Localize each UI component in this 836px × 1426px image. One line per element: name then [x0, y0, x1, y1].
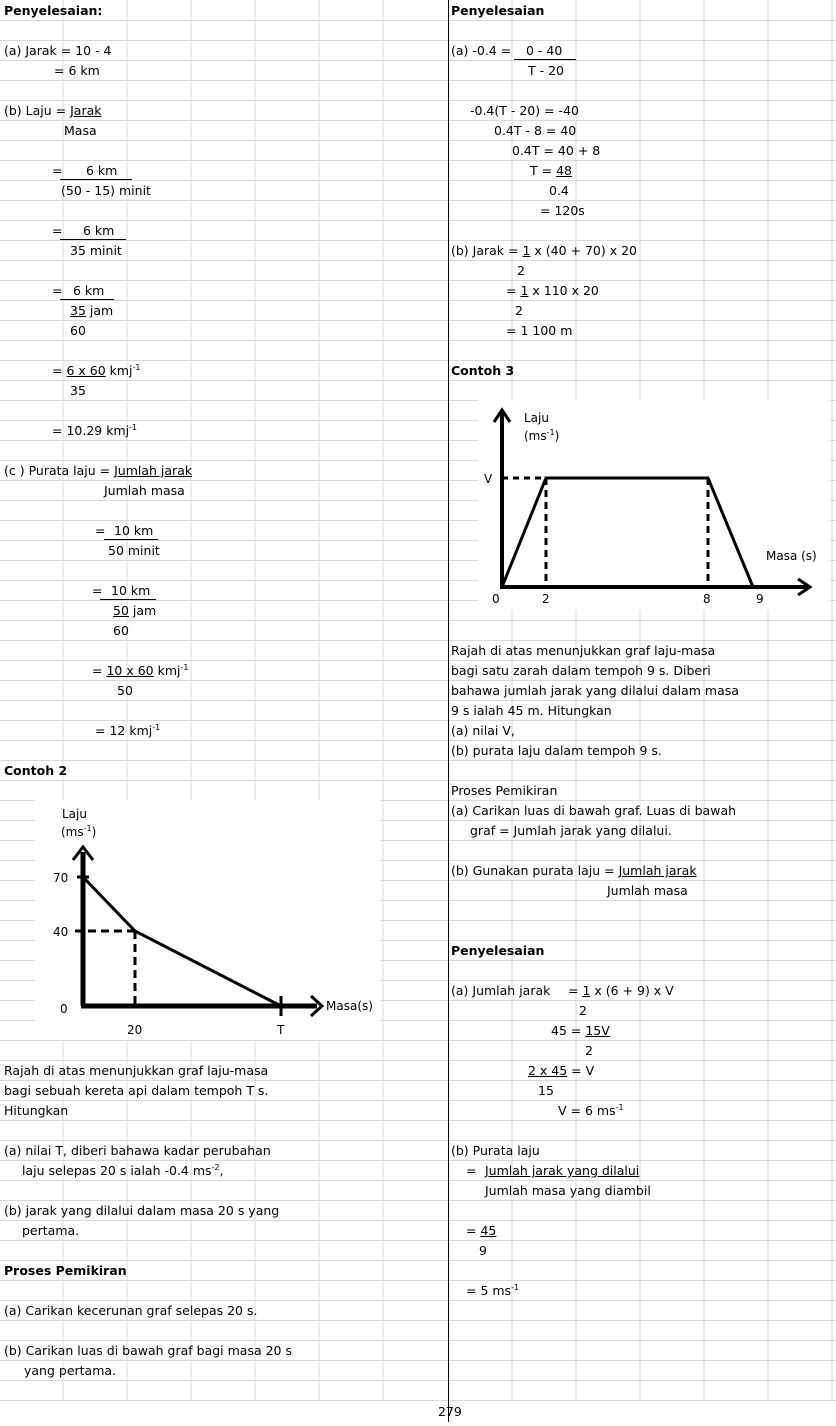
- left-b6-result: = 10.29 kmj$^{-1}$: [52, 422, 138, 438]
- left-c3-denominator: 60: [113, 623, 129, 638]
- graph-y-label-line1: Laju: [524, 411, 549, 425]
- contoh2-speed-time-graph: [35, 800, 380, 1040]
- contoh3-s2: 45 = 15V: [551, 1023, 610, 1038]
- left-a-line1: (a) Jarak = 10 - 4: [4, 43, 112, 58]
- right-b2-denominator: 2: [515, 303, 523, 318]
- left-c5-result: = 12 kmj$^{-1}$: [95, 722, 161, 738]
- left-b4-mid: 35 jam: [70, 303, 114, 318]
- left-c2-numerator: 10 km: [114, 523, 154, 538]
- left-b2-denominator: (50 - 15) minit: [61, 183, 151, 198]
- left-b3-equals: =: [52, 223, 63, 238]
- contoh3-title: Contoh 3: [451, 363, 515, 378]
- contoh3-text-line3: bahawa jumlah jarak yang dilalui dalam masa: [451, 683, 739, 698]
- contoh3-question-a: (a) nilai V,: [451, 723, 515, 738]
- right-a1-denominator: T - 20: [528, 63, 564, 78]
- right-a4: 0.4T = 40 + 8: [512, 143, 601, 158]
- left-c3-mid: 50 jam: [113, 603, 157, 618]
- fraction-bar: [60, 179, 132, 180]
- left-b4-equals: =: [52, 283, 63, 298]
- left-b5-line: = 6 x 60 kmj$^{-1}$: [52, 362, 141, 378]
- left-c-line1: (c ) Purata laju = Jumlah jarak: [4, 463, 193, 478]
- graph-y-label-line2: $(ms^{-1})$: [524, 428, 560, 443]
- contoh3-solution-heading: Penyelesaian: [451, 943, 545, 958]
- contoh3-s1-prefix: (a) Jumlah jarak: [451, 983, 551, 998]
- right-b1-denominator: 2: [517, 263, 525, 278]
- left-c4-line: = 10 x 60 kmj$^{-1}$: [92, 662, 189, 678]
- contoh3-proses-heading: Proses Pemikiran: [451, 783, 558, 798]
- left-b4-numerator: 6 km: [73, 283, 105, 298]
- right-a6: = 120s: [540, 203, 585, 218]
- graph-x-label: Masa (s): [766, 549, 817, 563]
- contoh2-text-line3: Hitungkan: [4, 1103, 69, 1118]
- graph-x-tick-8: 8: [703, 592, 711, 606]
- left-b4-denominator: 60: [70, 323, 86, 338]
- right-a3: 0.4T - 8 = 40: [494, 123, 577, 138]
- contoh3-proses-a-line2: graf = Jumlah jarak yang dilalui.: [470, 823, 672, 838]
- contoh2-question-b-line1: (b) jarak yang dilalui dalam masa 20 s yang: [4, 1203, 280, 1218]
- graph-y-tick-40: 40: [53, 925, 69, 939]
- contoh2-text-line2: bagi sebuah kereta api dalam tempoh T s.: [4, 1083, 269, 1098]
- left-c2-equals: =: [95, 523, 106, 538]
- left-b3-denominator: 35 minit: [70, 243, 122, 258]
- contoh2-text-line1: Rajah di atas menunjukkan graf laju-masa: [4, 1063, 269, 1078]
- left-solution-heading: Penyelesaian:: [4, 3, 103, 18]
- left-b3-numerator: 6 km: [83, 223, 115, 238]
- left-c4-denominator: 50: [117, 683, 133, 698]
- contoh3-proses-b-denominator: Jumlah masa: [607, 883, 688, 898]
- contoh3-t2-denominator: Jumlah masa yang diambil: [485, 1183, 651, 1198]
- left-b-line1-denominator: Masa: [64, 123, 97, 138]
- fraction-bar: [514, 59, 576, 60]
- right-a5-denominator: 0.4: [549, 183, 569, 198]
- left-a-line2: = 6 km: [54, 63, 100, 78]
- right-a5: T = 48: [530, 163, 572, 178]
- right-a1-prefix: (a) -0.4 =: [451, 43, 512, 58]
- contoh3-s2-denominator: 2: [585, 1043, 593, 1058]
- contoh3-text-line2: bagi satu zarah dalam tempoh 9 s. Diberi: [451, 663, 711, 678]
- graph-y-tick-70: 70: [53, 871, 69, 885]
- contoh3-text-line4: 9 s ialah 45 m. Hitungkan: [451, 703, 612, 718]
- left-c-line1-denominator: Jumlah masa: [104, 483, 185, 498]
- graph-x-tick-20: 20: [127, 1023, 143, 1037]
- contoh2-proses-heading: Proses Pemikiran: [4, 1263, 127, 1278]
- fraction-bar: [100, 599, 156, 600]
- contoh2-proses-b-line2: yang pertama.: [24, 1363, 117, 1378]
- contoh3-text-line1: Rajah di atas menunjukkan graf laju-masa: [451, 643, 716, 658]
- fraction-bar: [60, 299, 114, 300]
- left-b2-equals: =: [52, 163, 63, 178]
- page-number: 279: [438, 1404, 462, 1419]
- contoh3-s1-expression: = 1 x (6 + 9) x V: [568, 983, 674, 998]
- contoh3-s3-denominator: 15: [538, 1083, 554, 1098]
- contoh2-question-a-line1: (a) nilai T, diberi bahawa kadar perubahan: [4, 1143, 271, 1158]
- contoh3-proses-a-line1: (a) Carikan luas di bawah graf. Luas di bawah: [451, 803, 737, 818]
- left-c3-equals: =: [92, 583, 103, 598]
- graph-x-tick-T: T: [277, 1023, 285, 1037]
- contoh3-s4: V = 6 $ms^{-1}$: [558, 1102, 624, 1118]
- left-c3-numerator: 10 km: [111, 583, 151, 598]
- contoh3-speed-time-graph: [478, 400, 830, 610]
- graph-x-tick-0: 0: [492, 592, 500, 606]
- contoh2-title: Contoh 2: [4, 763, 68, 778]
- graph-y-tick-V: V: [484, 472, 493, 486]
- contoh3-t3: = 45: [466, 1223, 497, 1238]
- graph-x-tick-2: 2: [542, 592, 550, 606]
- right-b3: = 1 100 m: [506, 323, 573, 338]
- graph-y-label-line2: $(ms^{-1})$: [61, 824, 97, 839]
- graph-x-label: Masa(s): [326, 999, 373, 1013]
- contoh3-t2-equals: =: [466, 1163, 477, 1178]
- contoh3-question-b: (b) purata laju dalam tempoh 9 s.: [451, 743, 662, 758]
- contoh3-t2-numerator: Jumlah jarak yang dilalui: [485, 1163, 640, 1178]
- graph-x-tick-9: 9: [756, 592, 764, 606]
- graph-y-tick-0: 0: [60, 1002, 68, 1016]
- left-b5-denominator: 35: [70, 383, 86, 398]
- left-b2-numerator: 6 km: [86, 163, 118, 178]
- graph-y-label-line1: Laju: [62, 807, 87, 821]
- contoh3-proses-b: (b) Gunakan purata laju = Jumlah jarak: [451, 863, 697, 878]
- left-b-line1: (b) Laju = Jarak: [4, 103, 102, 118]
- contoh3-s1-denominator: 2: [579, 1003, 587, 1018]
- contoh2-question-b-line2: pertama.: [22, 1223, 80, 1238]
- right-a2: -0.4(T - 20) = -40: [470, 103, 579, 118]
- contoh2-question-a-line2: laju selepas 20 s ialah -0.4 $ms^{-2}$,: [22, 1162, 224, 1178]
- fraction-bar: [60, 239, 126, 240]
- right-a1-numerator: 0 - 40: [526, 43, 563, 58]
- contoh3-t3-denominator: 9: [479, 1243, 487, 1258]
- right-b1: (b) Jarak = 1 x (40 + 70) x 20: [451, 243, 638, 258]
- contoh2-proses-a: (a) Carikan kecerunan graf selepas 20 s.: [4, 1303, 258, 1318]
- left-c2-denominator: 50 minit: [108, 543, 160, 558]
- right-solution-heading: Penyelesaian: [451, 3, 545, 18]
- right-b2: = 1 x 110 x 20: [506, 283, 599, 298]
- fraction-bar: [104, 539, 158, 540]
- contoh2-proses-b-line1: (b) Carikan luas di bawah graf bagi masa 20 s: [4, 1343, 292, 1358]
- contoh3-t1: (b) Purata laju: [451, 1143, 540, 1158]
- contoh3-s3: 2 x 45 = V: [528, 1063, 595, 1078]
- contoh3-t4: = 5 $ms^{-1}$: [466, 1282, 520, 1298]
